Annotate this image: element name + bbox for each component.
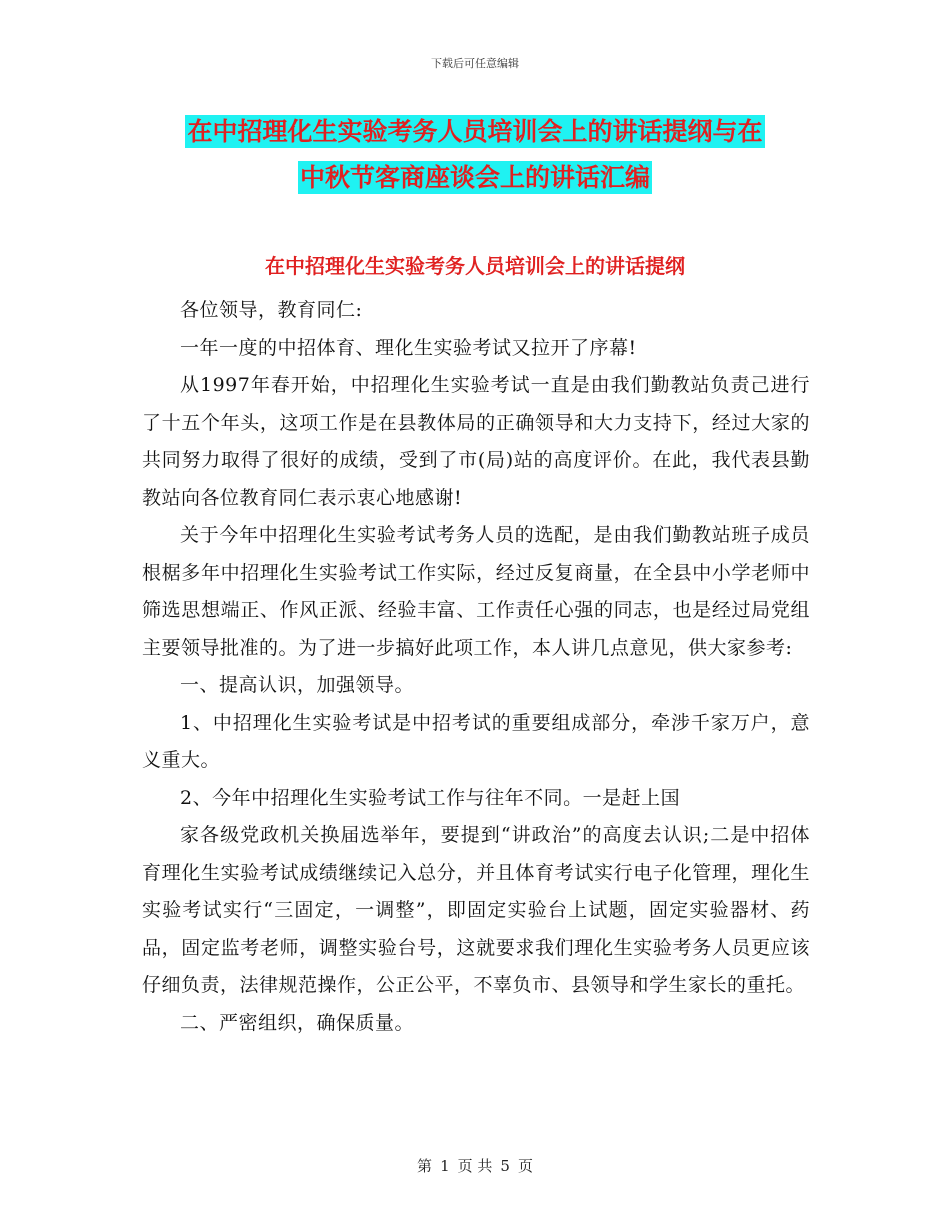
- paragraph-heading: 一、提高认识，加强领导。: [180, 674, 415, 696]
- page-footer: [0, 1155, 950, 1176]
- document-title-line-1: [0, 112, 950, 148]
- paragraph: 关于今年中招理化生实验考试考务人员的选配，是由我们勤教站班子成员根椐多年中招理化生实验考试工作实际，经过反复商量，在全县中小学老师中筛选思想端正、作风正派、经验丰富、工作责任心强的同志，也是经过局党组主要领导批准的。为了进一步搞好此项工作，本人讲几点意见，供大家参考:: [142, 524, 810, 659]
- footer-prefix: 第: [417, 1157, 433, 1175]
- paragraph: 家各级党政机关换届选举年，要提到“讲政治”的高度去认识;二是中招体育理化生实验考试成绩继续记入总分，并且体育考试实行电子化管理，理化生实验考试实行“三固定，一调整”，即固定实验台上试题，固定实验器材、药品，固定监考老师，调整实验台号，这就要求我们理化生实验考务人员更应该仔细负责，法律规范操作，公正公平，不辜负市、县领导和学生家长的重托。: [142, 824, 810, 996]
- section-title: 在中招理化生实验考务人员培训会上的讲话提纲: [265, 254, 685, 278]
- paragraph: 1、中招理化生实验考试是中招考试的重要组成部分，牵涉千家万户，意义重大。: [142, 711, 810, 771]
- document-title-text-2: 中秋节客商座谈会上的讲话汇编: [299, 163, 650, 192]
- document-title-line-2: [0, 158, 950, 194]
- footer-page-number: 1: [440, 1157, 450, 1175]
- footer-total-pages: 5: [500, 1157, 510, 1175]
- footer-middle: 页 共: [457, 1157, 493, 1175]
- paragraph-greeting: 各位领导，教育同仁:: [180, 299, 363, 321]
- paragraph: 一年一度的中招体育、理化生实验考试又拉开了序幕!: [180, 336, 637, 359]
- paragraph: 从1997年春开始，中招理化生实验考试一直是由我们勤教站负责己进行了十五个年头，这项工作是在县教体局的正确领导和大力支持下，经过大家的共同努力取得了很好的成绩，受到了市(局)站的高度评价。在此，我代表县勤教站向各位教育同仁表示衷心地感谢!: [142, 374, 810, 509]
- paragraph: 2、今年中招理化生实验考试工作与往年不同。一是赶上国: [180, 786, 681, 809]
- document-body: [142, 292, 810, 1042]
- footer-suffix: 页: [517, 1157, 533, 1175]
- paragraph-heading: 二、严密组织，确保质量。: [180, 1011, 415, 1034]
- document-title-text-1: 在中招理化生实验考务人员培训会上的讲话提纲与在: [187, 117, 763, 146]
- header-note: 下载后可任意编辑: [431, 57, 519, 70]
